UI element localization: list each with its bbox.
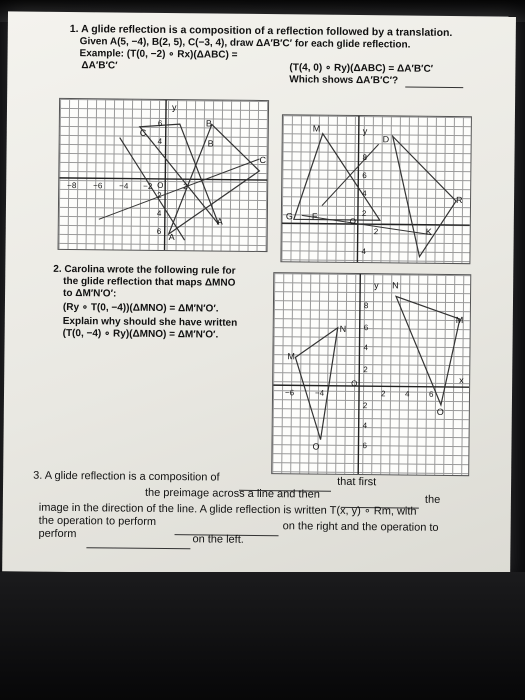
graph-2-x-tick-1: 2	[373, 227, 379, 237]
q1-example-right: (T(4, 0) ∘ Ry)(ΔABC) = ΔA′B′C′	[289, 62, 434, 75]
q3-line4-a: the operation to perform	[38, 514, 157, 528]
q3-line2-a: the preimage across a line and then	[144, 486, 320, 501]
graph-1-y-tick-2: 4	[157, 136, 163, 146]
graph-3-origin: O	[351, 378, 358, 389]
graph-2-y-tick-5: 4	[361, 247, 367, 257]
graph-2-y-tick-2: 6	[362, 171, 367, 181]
q2-line3: to ΔM′N′O′:	[63, 287, 117, 300]
graph-1-label-a: A	[216, 216, 223, 227]
q3-line1-a: 3. A glide reflection is a composition of	[33, 469, 220, 484]
graph-2-label-r: R	[456, 195, 463, 206]
graph-2-origin: O	[349, 216, 357, 226]
graph-1-y-tick-3: 2	[157, 190, 162, 200]
graph-3-label-m: M	[287, 351, 295, 362]
graph-1-y-label: y	[171, 102, 177, 113]
graph-2-y-tick-1: 8	[362, 153, 368, 163]
graph-1-y-tick-4: 4	[156, 208, 162, 218]
graph-3-x-tick-4: 4	[404, 389, 410, 399]
graph-3-x-axis	[273, 385, 469, 387]
graph-1-label-b-prime: B	[207, 138, 214, 149]
graph-3-x-label: x	[459, 375, 464, 386]
q1-answer-blank[interactable]	[405, 78, 463, 89]
q3-line2-b: the	[424, 493, 441, 506]
graph-1-label-c: C	[139, 127, 147, 138]
graph-2-label-g: G	[285, 211, 293, 222]
graph-2-label-k: K	[425, 226, 432, 237]
graph-2-label-m: M	[312, 123, 321, 134]
q2-line6: (T(0, −4) ∘ Ry)(ΔMNO) = ΔM′N′O′.	[62, 327, 219, 341]
graph-2-drawing	[281, 115, 471, 263]
graph-2-triangle-2	[391, 136, 456, 257]
graph-3-y-label: y	[374, 280, 379, 291]
graph-1-x-tick-4: −2	[143, 181, 153, 191]
graph-3-x-tick-2: −4	[314, 388, 325, 398]
q3-line5-b: on the left.	[192, 533, 244, 546]
graph-1-label-b: B	[205, 118, 212, 129]
graph-2-label-f: F	[311, 211, 318, 222]
graph-1-x-tick-1: −8	[67, 180, 77, 191]
graph-3-y-tick-6: 4	[362, 421, 368, 431]
q1-example-left-result: ΔA′B′C′	[81, 60, 118, 72]
graph-3-y-tick-7: 6	[362, 441, 367, 451]
graph-1-origin: O	[157, 180, 164, 190]
graph-2-segment-2	[322, 144, 379, 207]
q2-line1: 2. Carolina wrote the following rule for	[53, 263, 236, 277]
graph-2-y-label: y	[362, 126, 368, 137]
q2-line5: Explain why should she have written	[62, 315, 238, 329]
graph-1-drawing	[59, 99, 269, 251]
q2-line4: (Ry ∘ T(0, −4))(ΔMNO) = ΔM′N′O′.	[62, 301, 219, 315]
graph-3-x-tick-1: −6	[284, 388, 295, 398]
q2-line2: the glide reflection that maps ΔMNO	[63, 275, 236, 289]
graph-1-x-tick-3: −4	[119, 181, 129, 191]
graph-3-y-tick-5: 2	[362, 401, 368, 411]
graph-3-y-tick-1: 8	[363, 301, 369, 311]
q3-line5-a: perform	[38, 527, 77, 541]
graph-2-y-tick-3: 4	[362, 189, 367, 199]
graph-3-label-m-prime: M	[455, 315, 464, 326]
graph-1-y-tick-1: 6	[157, 118, 163, 128]
graph-3-label-o-prime: O	[436, 406, 444, 417]
graph-3-y-tick-4: 2	[363, 365, 368, 375]
worksheet-page	[2, 11, 516, 576]
graph-3-label-o: O	[312, 441, 320, 452]
graph-2-triangle-1	[294, 133, 381, 220]
graph-2-y-tick-4: 2	[361, 209, 367, 219]
q3-line4-b: on the right and the operation to	[282, 520, 439, 534]
graph-1-y-axis	[165, 100, 167, 250]
q3-line1-b: that first	[337, 475, 377, 489]
graph-1	[58, 98, 270, 252]
graph-1-label-a-prime: A	[168, 232, 175, 243]
graph-3-y-tick-3: 4	[363, 343, 369, 353]
graph-3-y-tick-2: 6	[363, 323, 369, 333]
q1-line1: 1. A glide reflection is a composition of a reflection followed by a translation.	[69, 22, 453, 39]
graph-3-x-tick-5: 6	[428, 389, 434, 399]
graph-3-drawing	[272, 273, 470, 475]
graph-1-label-c-prime: C	[259, 154, 267, 166]
graph-2-label-d: D	[382, 134, 390, 145]
graph-3	[271, 272, 471, 476]
q3-line3: image in the direction of the line. A glide reflection is written T(x, y) ∘ Rm, with	[38, 501, 417, 518]
q1-which-shows: Which shows ΔA′B′C′?	[289, 74, 399, 87]
graph-1-y-tick-5: 6	[156, 226, 162, 236]
graph-3-label-n-prime: N	[392, 280, 399, 291]
graph-3-y-axis	[358, 274, 360, 474]
graph-3-triangle-mno	[295, 327, 338, 439]
q1-line2: Given A(5, −4), B(2, 5), C(−3, 4), draw ΔA′B′C′ for each glide reflection.	[79, 36, 411, 51]
q1-example-left: Example: (T(0, −2) ∘ Rx)(ΔABC) =	[79, 48, 238, 61]
q3-blank-4[interactable]	[86, 538, 190, 549]
graph-3-label-n: N	[339, 323, 347, 334]
graph-1-x-tick-5: 2	[183, 182, 188, 192]
graph-2	[280, 114, 472, 264]
graph-1-x-tick-2: −6	[93, 181, 103, 191]
screen-bezel-bottom	[0, 572, 525, 700]
graph-3-x-tick-3: 2	[380, 389, 386, 399]
